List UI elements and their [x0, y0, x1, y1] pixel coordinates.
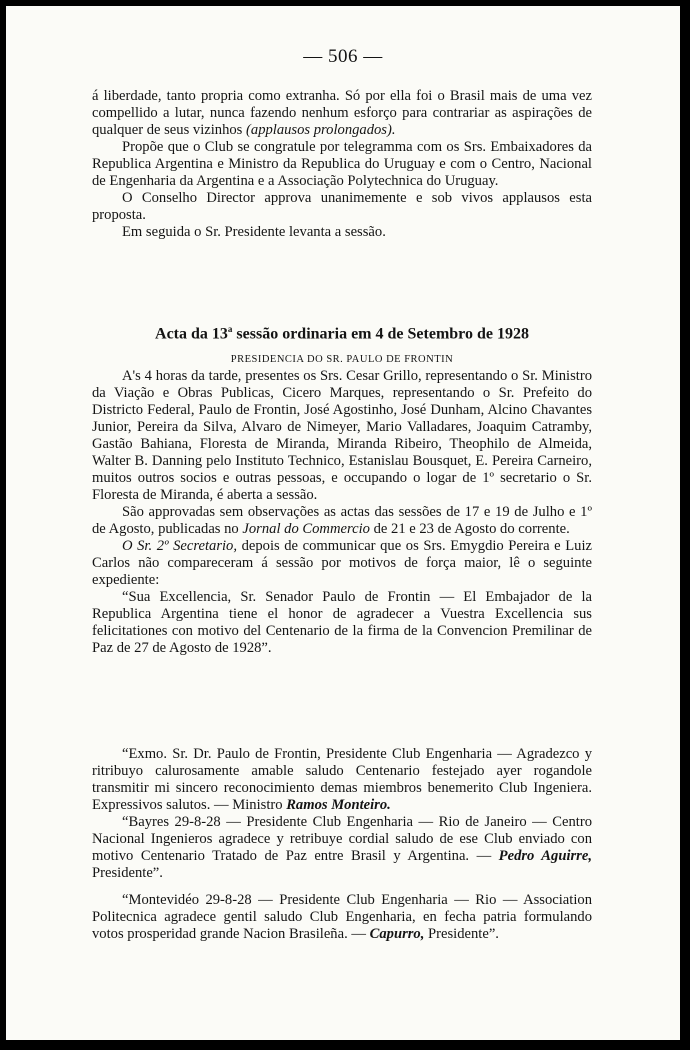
telegram-1-signature: Ramos Monteiro. — [286, 797, 391, 813]
telegram-2-signature: Pedro Aguirre, — [498, 848, 592, 864]
secretary-label: O Sr. 2º Secretario, — [122, 538, 237, 554]
telegram-3 — [92, 892, 592, 943]
secretary-paragraph — [92, 538, 592, 589]
heading-part-1: Acta da 13 — [155, 325, 228, 343]
telegram-3-text: “Montevidéo 29-8-28 — Presidente Club Engenharia — Rio — Association Politecnica agradece gentil saludo Club Engenharia, en fecha patria formulando votos prosperidad grande Nacion Brasileña. — — [92, 892, 592, 942]
approval-text: São approvadas sem observações as actas das sessões de 17 e 19 de Julho e 1º de Agosto, publicadas no — [92, 504, 592, 537]
document-page — [6, 6, 680, 1040]
telegrams-section — [92, 746, 592, 943]
telegram-1 — [92, 746, 592, 814]
page-number: — 506 — — [303, 46, 383, 67]
embassy-letter: “Sua Excellencia, Sr. Senador Paulo de Frontin — El Embajador de la Republica Argentina tiene el honor de agradecer a Vuestra Excellencia sus felicitationes con motivo del Centenario de la firma de la Convencion Premilinar de Paz de 27 de Agosto de 1928”. — [92, 589, 592, 656]
presidency-line: PRESIDENCIA DO SR. PAULO DE FRONTIN — [230, 354, 454, 365]
intro-paragraph-3: O Conselho Director approva unanimemente e sob vivos applausos esta proposta. — [92, 190, 592, 223]
approval-text-end: de 21 e 23 de Agosto do corrente. — [373, 521, 570, 537]
telegram-1-text: “Exmo. Sr. Dr. Paulo de Frontin, Presidente Club Engenharia — Agradezco y ritribuyo calurosamente amable saludo Centenario festejado ayer rogandole transmitir mi sincero reconocimiento demas miembros benemerito Club Ingeniera. Expressivos salutos. — Ministro — [92, 746, 592, 813]
telegram-2 — [92, 814, 592, 882]
heading-part-2: sessão ordinaria em 4 de Setembro de 1928 — [232, 325, 529, 343]
telegram-3-title: Presidente”. — [428, 926, 499, 942]
intro-paragraph-4: Em seguida o Sr. Presidente levanta a sessão. — [122, 224, 386, 240]
intro-paragraph-1-text: á liberdade, tanto propria como extranha. Só por ella foi o Brasil mais de uma vez compellido a lutar, nunca fazendo nenhum esforço para contrariar as aspirações de qualquer de seus vizinhos — [92, 88, 592, 138]
intro-paragraph-2: Propõe que o Club se congratule por telegramma com os Srs. Embaixadores da Republica Argentina e Ministro da Republica do Uruguay e com o Centro, Nacional de Engenharia da Argentina e a Associação Polytechnica do Uruguay. — [92, 139, 592, 189]
section-heading — [92, 324, 592, 343]
telegram-2-title: Presidente”. — [92, 865, 163, 881]
telegram-2-text: “Bayres 29-8-28 — Presidente Club Engenharia — Rio de Janeiro — Centro Nacional Ingenieros agradece y retribuye cordial saludo de ese Club enviado con motivo Centenario Tratado de Paz entre Brasil y Argentina. — — [92, 814, 592, 864]
minutes-section — [92, 368, 592, 657]
attendance-paragraph: A's 4 horas da tarde, presentes os Srs. Cesar Grillo, representando o Sr. Ministro da Viação e Obras Publicas, Cicero Marques, representando o Sr. Prefeito do Districto Federal, Paulo de Frontin, José Agostinho, José Dunham, Alcino Chavantes Junior, Pereira da Silva, Alvaro de Nimeyer, Mario Valladares, Joaquim Catramby, Gastão Bahiana, Floresta de Miranda, Miranda Ribeiro, Theophilo de Almeida, Walter B. Danning pelo Instituto Technico, Estanislau Bousquet, E. Pereira Carneiro, muitos outros socios e outras pessoas, e occupando o logar de 1º secretario o Sr. Floresta de Miranda, é aberta a sessão. — [92, 368, 592, 503]
intro-paragraph-1 — [92, 88, 592, 139]
telegram-3-signature: Capurro, — [369, 926, 425, 942]
applause-note: (applausos prolongados). — [246, 122, 396, 138]
secretary-text: depois de communicar que os Srs. Emygdio Pereira e Luiz Carlos não compareceram á sessão por motivos de força maior, lê o seguinte expediente: — [92, 538, 592, 588]
approval-paragraph — [92, 504, 592, 538]
heading-superscript: a — [227, 324, 233, 334]
journal-name: Jornal do Commercio — [242, 521, 370, 537]
intro-section — [92, 88, 592, 241]
